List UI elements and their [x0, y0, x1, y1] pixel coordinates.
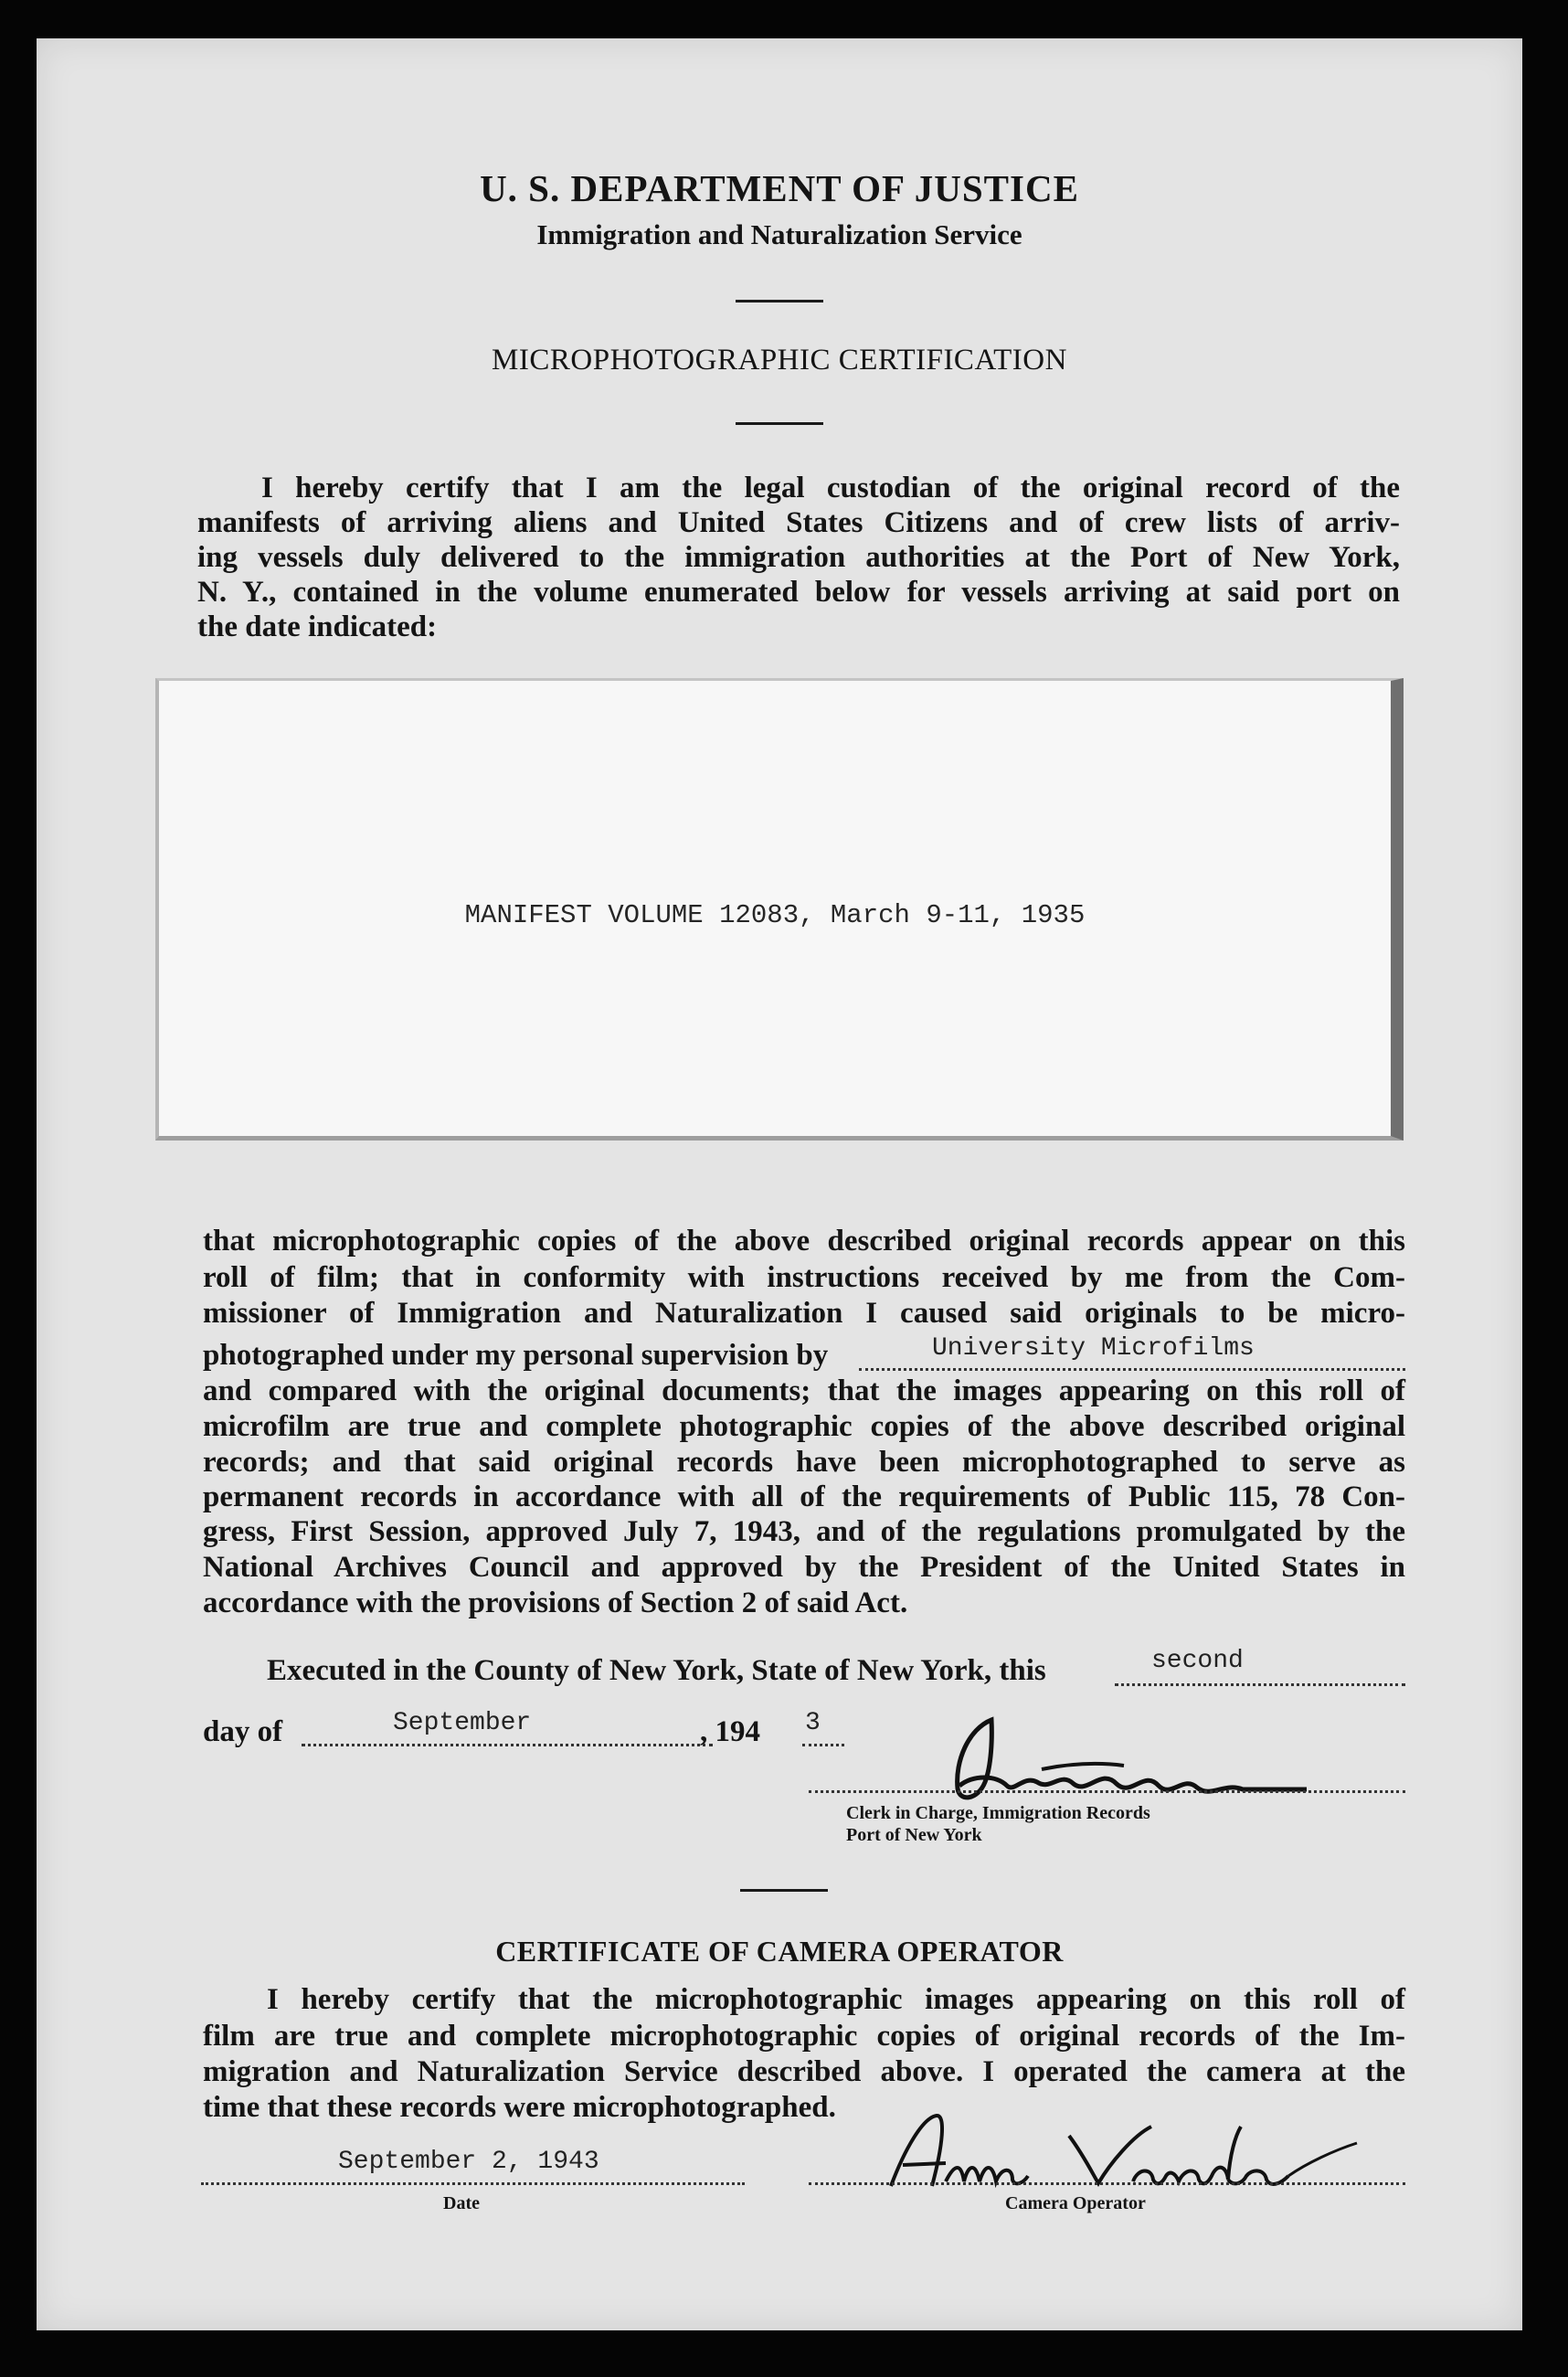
body-line: National Archives Council and approved by the President of the United States in: [203, 1551, 1405, 1584]
day-of-label: day of: [203, 1715, 283, 1748]
year-prefix: , 194: [700, 1715, 760, 1748]
intro-line: I hereby certify that I am the legal custodian of the original record of the: [261, 472, 1400, 504]
intro-line: manifests of arriving aliens and United States Citizens and of crew lists of arriv-: [197, 506, 1400, 539]
camera-line: film are true and complete microphotographic copies of original records of the Im-: [203, 2020, 1405, 2053]
day-dotted-line: [1115, 1683, 1405, 1686]
camera-certificate-title: CERTIFICATE OF CAMERA OPERATOR: [495, 1935, 1064, 1968]
certification-title: MICROPHOTOGRAPHIC CERTIFICATION: [492, 344, 1067, 377]
executed-prefix: Executed in the County of New York, State of New York, this: [267, 1654, 1046, 1687]
supervision-dotted-line: [859, 1368, 1405, 1371]
month-dotted-line: [302, 1744, 713, 1746]
year-digit: 3: [805, 1709, 821, 1737]
certificate-page: [37, 38, 1522, 2330]
supervision-by: University Microfilms: [932, 1334, 1255, 1363]
executed-day: second: [1151, 1647, 1244, 1675]
manifest-volume: MANIFEST VOLUME 12083, March 9-11, 1935: [464, 900, 1086, 930]
body-line: accordance with the provisions of Section 2 of said Act.: [203, 1586, 908, 1619]
supervision-prefix: photographed under my personal supervision by: [203, 1339, 829, 1372]
divider-rule: [736, 422, 823, 425]
intro-line: ing vessels duly delivered to the immigration authorities at the Port of New York,: [197, 541, 1400, 574]
camera-line: time that these records were microphotographed.: [203, 2091, 836, 2124]
body-line: microfilm are true and complete photographic copies of the above described original: [203, 1410, 1405, 1443]
clerk-port-line: Port of New York: [846, 1825, 982, 1845]
body-line: and compared with the original documents; that the images appearing on this roll of: [203, 1374, 1405, 1407]
year-dotted-line: [802, 1744, 844, 1746]
camera-date: September 2, 1943: [338, 2148, 599, 2176]
manifest-card: [155, 678, 1404, 1141]
divider-rule: [740, 1889, 828, 1892]
body-line: gress, First Session, approved July 7, 1943, and of the regulations promulgated by the: [203, 1515, 1405, 1548]
department-heading: U. S. DEPARTMENT OF JUSTICE: [480, 167, 1079, 209]
clerk-title-line: Clerk in Charge, Immigration Records: [846, 1803, 1150, 1823]
clerk-signature-line: [809, 1790, 1405, 1793]
body-line: that microphotographic copies of the above described original records appear on this: [203, 1225, 1405, 1257]
body-line: missioner of Immigration and Naturalization I caused said originals to be micro-: [203, 1297, 1405, 1330]
divider-rule: [736, 300, 823, 302]
camera-line: I hereby certify that the microphotographic images appearing on this roll of: [267, 1983, 1405, 2016]
body-line: records; and that said original records have been microphotographed to serve as: [203, 1446, 1405, 1479]
date-label: Date: [443, 2193, 480, 2213]
intro-line: the date indicated:: [197, 610, 438, 643]
camera-operator-label: Camera Operator: [1005, 2193, 1146, 2213]
body-line: roll of film; that in conformity with instructions received by me from the Com-: [203, 1261, 1405, 1294]
clerk-title: [846, 1802, 1150, 1846]
executed-month: September: [393, 1709, 532, 1737]
body-line: permanent records in accordance with all of the requirements of Public 115, 78 Con-: [203, 1480, 1405, 1513]
date-dotted-line: [201, 2182, 745, 2185]
intro-line: N. Y., contained in the volume enumerated below for vessels arriving at said port on: [197, 576, 1400, 609]
operator-signature-line: [809, 2182, 1405, 2185]
clerk-signature: [905, 1711, 1343, 1811]
camera-line: migration and Naturalization Service described above. I operated the camera at the: [203, 2055, 1405, 2088]
service-subheading: Immigration and Naturalization Service: [536, 218, 1022, 250]
